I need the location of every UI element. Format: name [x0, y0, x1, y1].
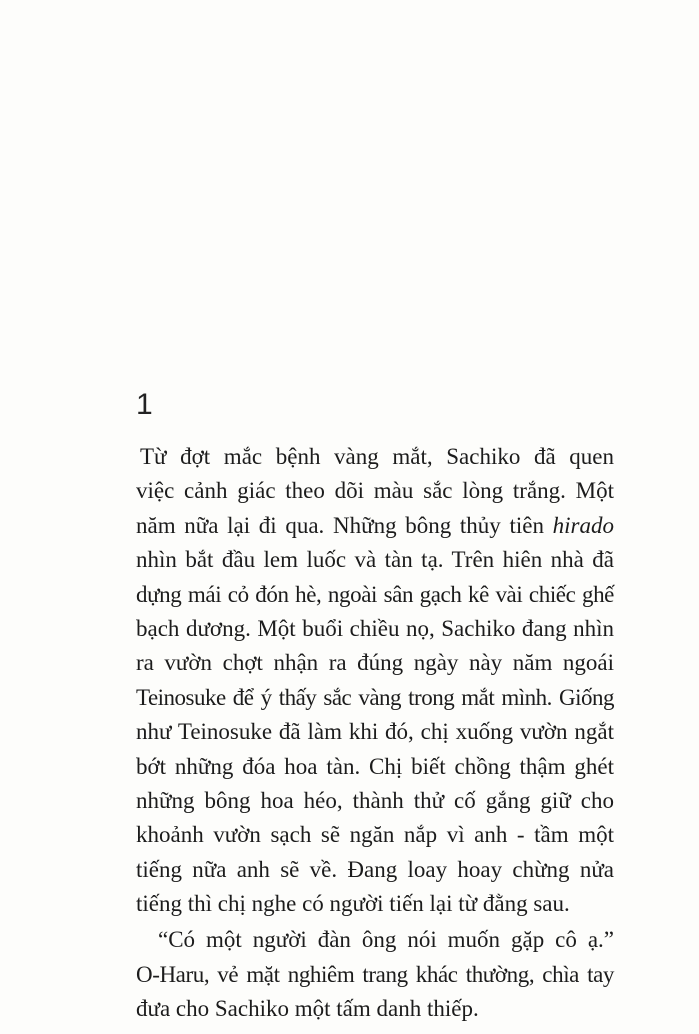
body-text [136, 440, 614, 1027]
text-line: khoảnh vườn sạch sẽ ngăn nắp vì anh - tầm một [136, 822, 614, 848]
text-line [136, 440, 614, 474]
text-line: nhìn bắt đầu lem luốc và tàn tạ. Trên hiên nhà đã [136, 547, 614, 573]
text-line: “Có một người đàn ông nói muốn gặp cô ạ.” [158, 927, 614, 953]
text-line [136, 509, 614, 543]
text-line: đưa cho Sachiko một tấm danh thiếp. [136, 996, 479, 1022]
text-line: những bông hoa héo, thành thử cố gắng giữ cho [136, 787, 614, 813]
text-line: tiếng nữa anh sẽ về. Đang loay hoay chừng nửa [136, 856, 614, 882]
line-text: Từ đợt mắc bệnh vàng mắt, Sachiko đã quen [140, 444, 614, 469]
text-line: ra vườn chợt nhận ra đúng ngày này năm ngoái [136, 650, 614, 676]
line-text: năm nữa lại đi qua. Những bông thủy tiên [136, 512, 544, 538]
text-line: dựng mái cỏ đón hè, ngoài sân gạch kê vài chiếc ghế [136, 581, 614, 607]
text-line: tiếng thì chị nghe có người tiến lại từ đằng sau. [136, 891, 570, 917]
text-line: như Teinosuke đã làm khi đó, chị xuống vườn ngắt [136, 719, 614, 745]
text-line: Teinosuke để ý thấy sắc vàng trong mắt mình. Giống [136, 684, 614, 710]
italic-word: hirado [552, 512, 614, 538]
text-line: bạch dương. Một buổi chiều nọ, Sachiko đang nhìn [136, 615, 614, 641]
text-line: O-Haru, vẻ mặt nghiêm trang khác thường, chìa tay [136, 961, 614, 987]
chapter-number: 1 [136, 388, 153, 421]
text-line: bớt những đóa hoa tàn. Chị biết chồng thậm ghét [136, 753, 614, 779]
text-line: việc cảnh giác theo dõi màu sắc lòng trắng. Một [136, 478, 614, 504]
